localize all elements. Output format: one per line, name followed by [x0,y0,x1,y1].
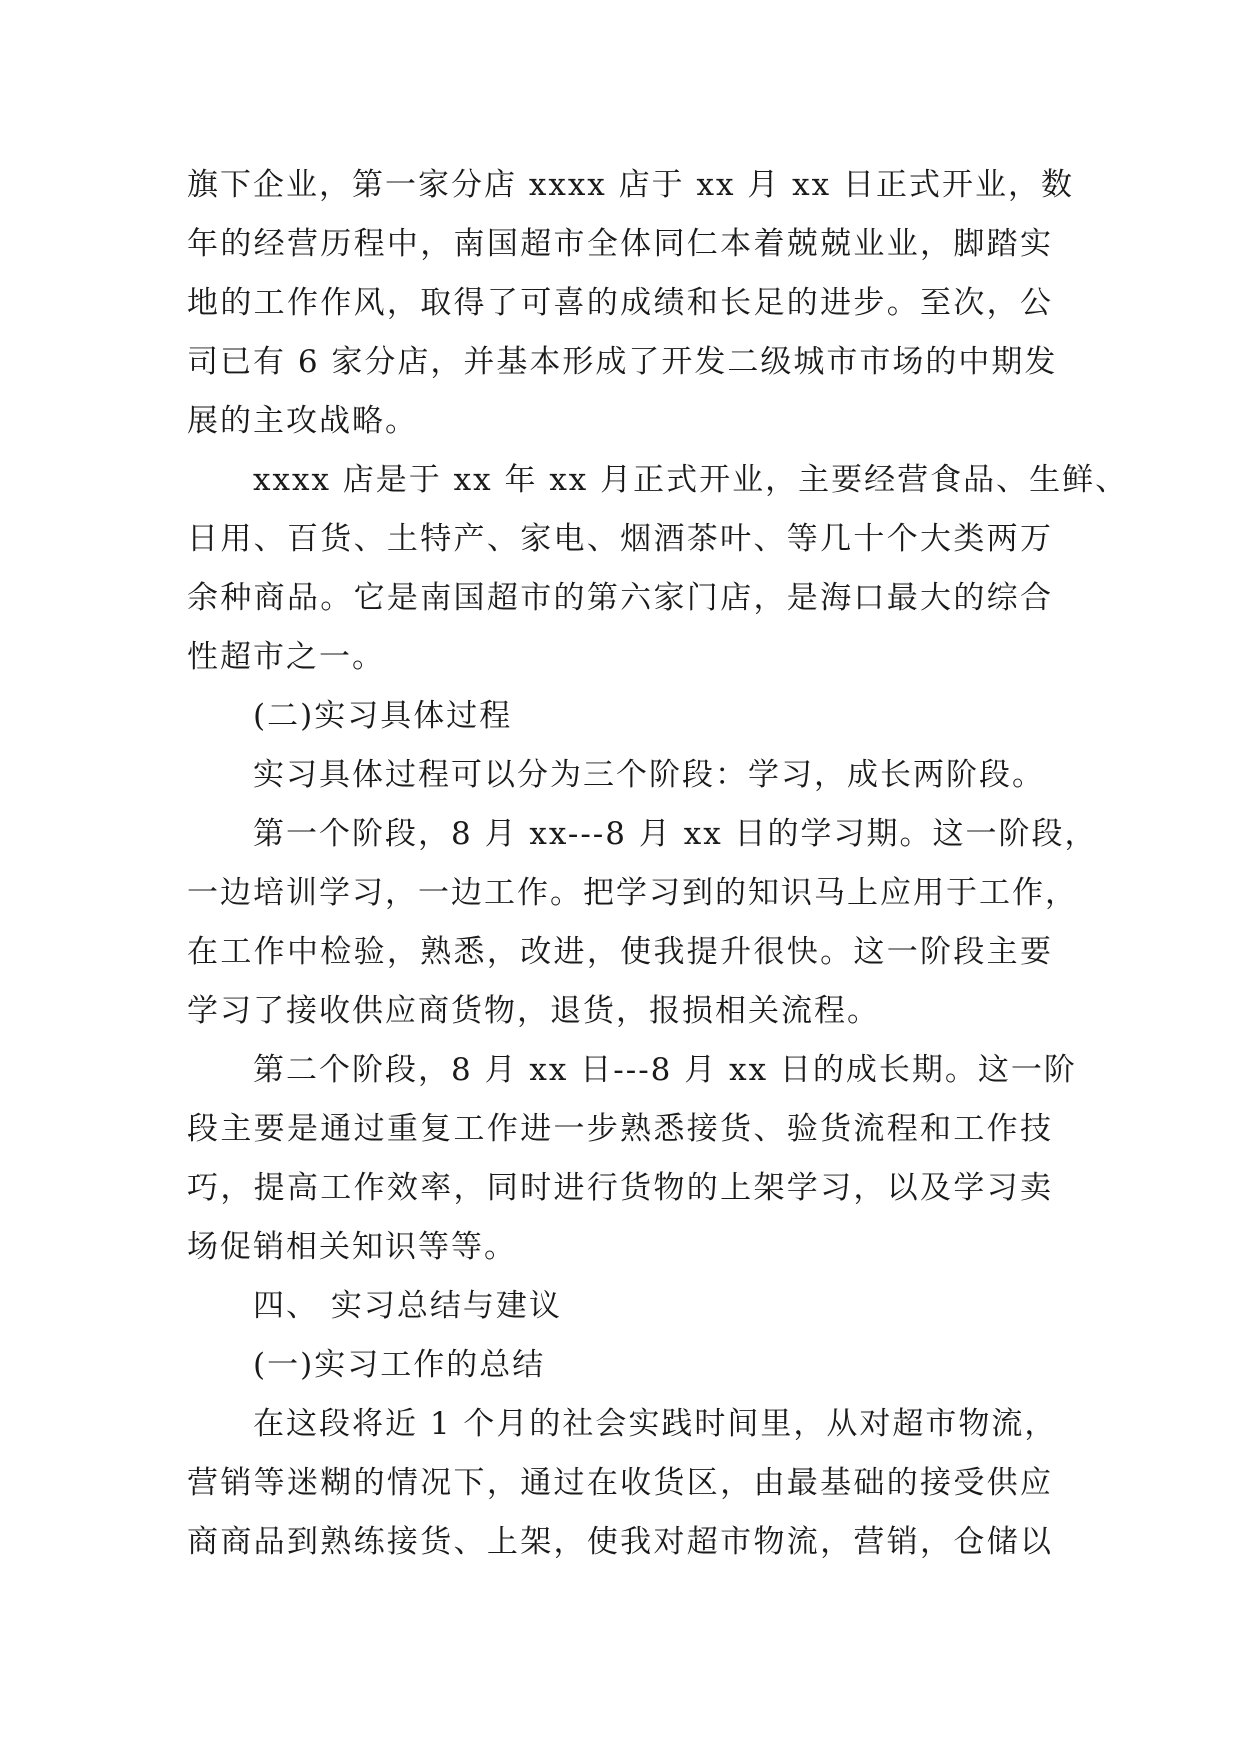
document-body [187,156,1129,1572]
paragraph-line: 余种商品。它是南国超市的第六家门店，是海口最大的综合 [187,580,1053,616]
paragraph-line: 一边培训学习，一边工作。把学习到的知识马上应用于工作， [187,875,1078,911]
paragraph-first-line: (二)实习具体过程 [253,698,513,734]
paragraph-line: 巧，提高工作效率，同时进行货物的上架学习，以及学习卖 [187,1170,1053,1206]
paragraph-line: 营销等迷糊的情况下，通过在收货区，由最基础的接受供应 [187,1465,1053,1501]
paragraph-line: 在工作中检验，熟悉，改进，使我提升很快。这一阶段主要 [187,934,1053,970]
paragraph-line: 年的经营历程中，南国超市全体同仁本着兢兢业业，脚踏实 [187,226,1053,262]
paragraph-line: 日用、百货、土特产、家电、烟酒茶叶、等几十个大类两万 [187,521,1053,557]
paragraph-first-line: xxxx 店是于 xx 年 xx 月正式开业，主要经营食品、生鲜、 [253,462,1129,498]
paragraph-first-line: 实习具体过程可以分为三个阶段：学习，成长两阶段。 [253,757,1045,793]
paragraph-first-line: (一)实习工作的总结 [253,1347,546,1383]
paragraph-line: 性超市之一。 [187,639,385,675]
paragraph-first-line: 四、 实习总结与建议 [253,1288,562,1324]
paragraph-line: 展的主攻战略。 [187,403,418,439]
paragraph-line: 地的工作作风，取得了可喜的成绩和长足的进步。至次，公 [187,285,1053,321]
paragraph-line: 司已有 6 家分店，并基本形成了开发二级城市市场的中期发 [187,344,1058,380]
paragraph-line: 段主要是通过重复工作进一步熟悉接货、验货流程和工作技 [187,1111,1053,1147]
paragraph-line: 场促销相关知识等等。 [187,1229,517,1265]
paragraph-line: 旗下企业，第一家分店 xxxx 店于 xx 月 xx 日正式开业，数 [187,167,1074,203]
paragraph-line: 商商品到熟练接货、上架，使我对超市物流，营销，仓储以 [187,1524,1053,1560]
paragraph-first-line: 第一个阶段，8 月 xx---8 月 xx 日的学习期。这一阶段， [253,816,1098,852]
paragraph-first-line: 第二个阶段，8 月 xx 日---8 月 xx 日的成长期。这一阶 [253,1052,1077,1088]
paragraph-first-line: 在这段将近 1 个月的社会实践时间里，从对超市物流， [253,1406,1058,1442]
paragraph-line: 学习了接收供应商货物，退货，报损相关流程。 [187,993,880,1029]
